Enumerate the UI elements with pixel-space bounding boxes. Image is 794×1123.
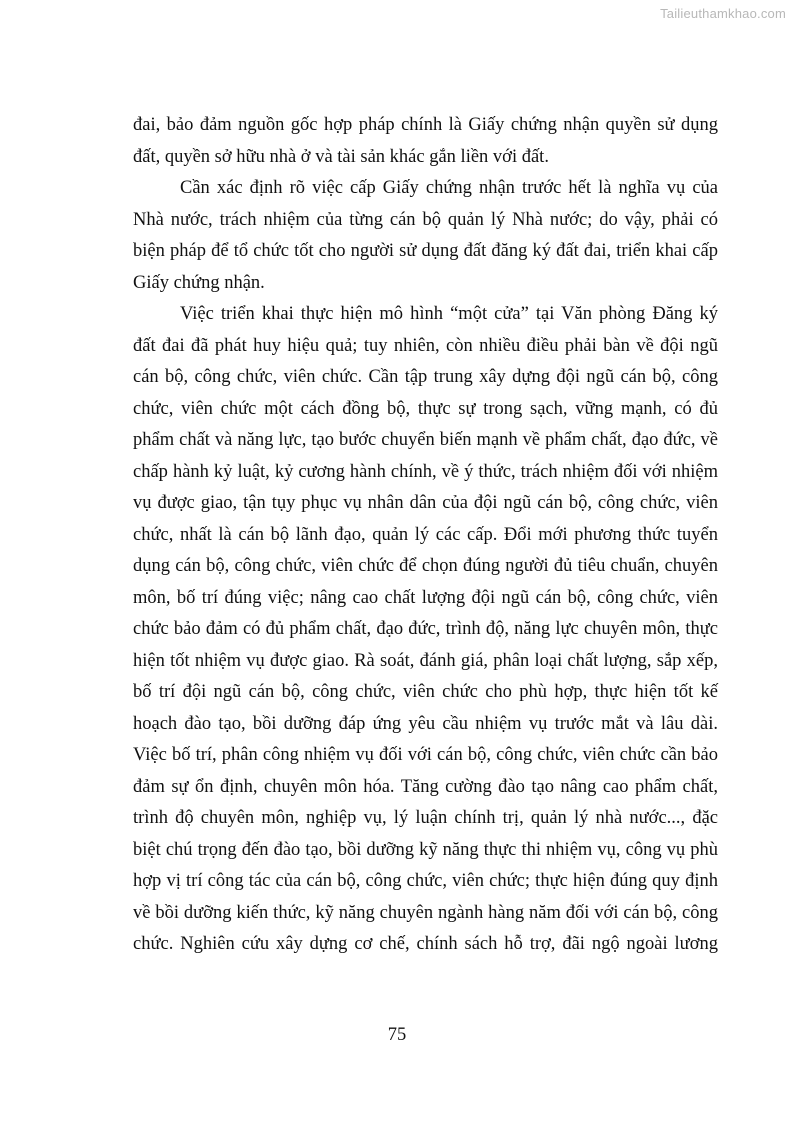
text-line: vụ được giao, tận tụy phục vụ nhân dân của đội ngũ cán bộ, công chức, viên: [133, 493, 718, 513]
text-line: đảm sự ổn định, chuyên môn hóa. Tăng cường đào tạo nâng cao phẩm chất,: [133, 776, 718, 797]
text-line: về bồi dưỡng kiến thức, kỹ năng chuyên ngành hàng năm đối với cán bộ, công: [133, 902, 718, 923]
text-line: chấp hành kỷ luật, kỷ cương hành chính, về ý thức, trách nhiệm đối với nhiệm: [133, 461, 718, 482]
page-number: 75: [387, 1025, 407, 1045]
text-line: đất, quyền sở hữu nhà ở và tài sản khác gắn liền với đất.: [133, 146, 549, 167]
text-line: phẩm chất và năng lực, tạo bước chuyển biến mạnh về phẩm chất, đạo đức, về: [133, 430, 718, 450]
text-line: Cần xác định rõ việc cấp Giấy chứng nhận trước hết là nghĩa vụ của: [180, 178, 718, 198]
text-line: biện pháp để tổ chức tốt cho người sử dụng đất đăng ký đất đai, triển khai cấp: [133, 241, 718, 261]
text-line: Giấy chứng nhận.: [133, 272, 265, 293]
text-line: Việc bố trí, phân công nhiệm vụ đối với cán bộ, công chức, viên chức cần bảo: [133, 745, 718, 765]
text-line: chức, nhất là cán bộ lãnh đạo, quản lý các cấp. Đổi mới phương thức tuyển: [133, 524, 718, 545]
text-line: chức, viên chức một cách đồng bộ, thực sự trong sạch, vững mạnh, có đủ: [133, 398, 718, 419]
text-line: môn, bố trí đúng việc; nâng cao chất lượng đội ngũ cán bộ, công chức, viên: [133, 587, 718, 608]
text-line: cán bộ, công chức, viên chức. Cần tập trung xây dựng đội ngũ cán bộ, công: [133, 367, 718, 387]
paragraph: [133, 110, 718, 173]
text-line: hợp vị trí công tác của cán bộ, công chức, viên chức; thực hiện đúng quy định: [133, 871, 718, 891]
text-line: đai, bảo đảm nguồn gốc hợp pháp chính là Giấy chứng nhận quyền sử dụng: [133, 115, 718, 135]
paragraph: [133, 299, 718, 961]
text-line: biệt chú trọng đến đào tạo, bồi dưỡng kỹ năng thực thi nhiệm vụ, công vụ phù: [133, 839, 718, 860]
text-line: chức. Nghiên cứu xây dựng cơ chế, chính sách hỗ trợ, đãi ngộ ngoài lương: [133, 934, 718, 954]
text-line: bố trí đội ngũ cán bộ, công chức, viên chức cho phù hợp, thực hiện tốt kế: [133, 682, 718, 702]
text-line: hiện tốt nhiệm vụ được giao. Rà soát, đánh giá, phân loại chất lượng, sắp xếp,: [133, 650, 718, 671]
text-line: đất đai đã phát huy hiệu quả; tuy nhiên, còn nhiều điều phải bàn về đội ngũ: [133, 335, 718, 356]
text-line: hoạch đào tạo, bồi dưỡng đáp ứng yêu cầu nhiệm vụ trước mắt và lâu dài.: [133, 713, 718, 734]
watermark-text: Tailieuthamkhao.com: [660, 6, 786, 21]
text-line: trình độ chuyên môn, nghiệp vụ, lý luận chính trị, quản lý nhà nước..., đặc: [133, 808, 718, 828]
paragraph: [133, 173, 718, 299]
text-line: chức bảo đảm có đủ phẩm chất, đạo đức, trình độ, năng lực chuyên môn, thực: [133, 619, 718, 639]
text-line: Nhà nước, trách nhiệm của từng cán bộ quản lý Nhà nước; do vậy, phải có: [133, 209, 718, 230]
document-body: [133, 110, 718, 961]
text-line: dụng cán bộ, công chức, viên chức để chọn đúng người đủ tiêu chuẩn, chuyên: [133, 556, 718, 576]
text-line: Việc triển khai thực hiện mô hình “một cửa” tại Văn phòng Đăng ký: [180, 304, 718, 324]
